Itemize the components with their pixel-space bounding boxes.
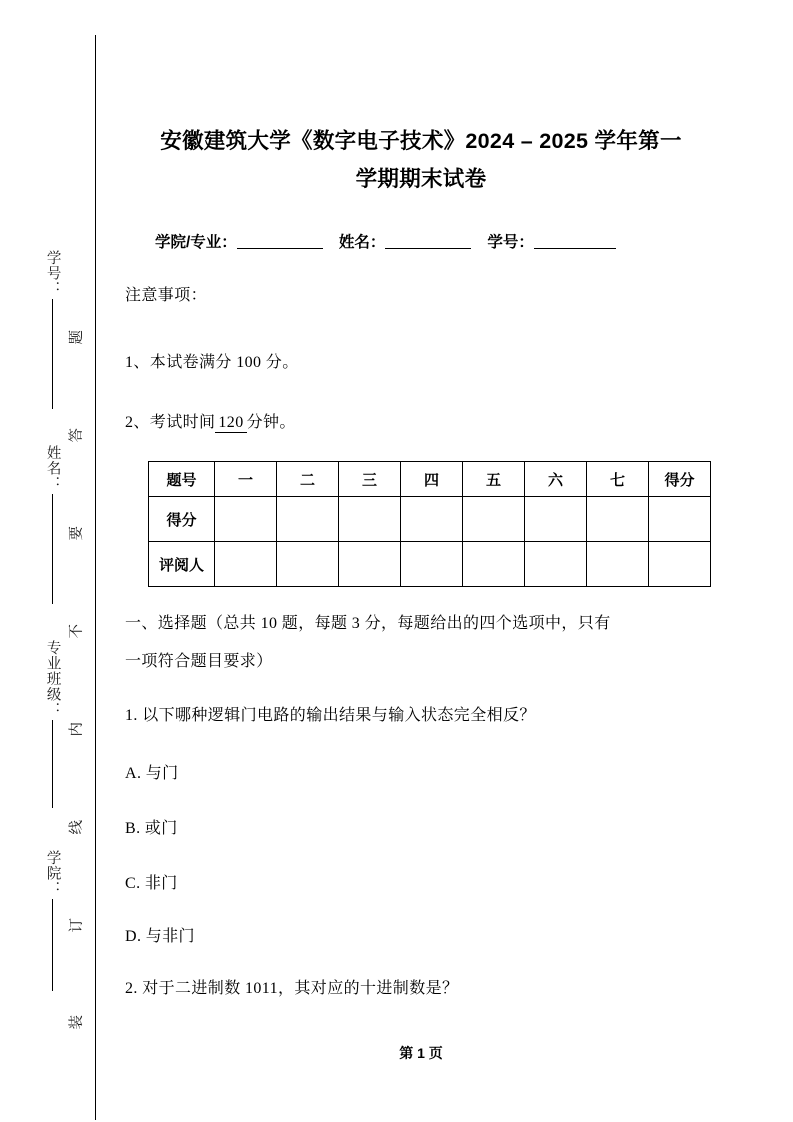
student-info-line [155,230,715,252]
score-table-header-cell: 题号 [149,462,215,497]
score-row-label: 评阅人 [149,542,215,587]
table-row [149,462,711,497]
name-field-blank[interactable] [385,234,471,249]
score-table-header-cell: 二 [277,462,339,497]
department-field-blank[interactable] [237,234,323,249]
question-1-option-a[interactable]: A. 与门 [125,765,179,782]
student-id-field-label: 学号： [487,234,534,251]
score-cell[interactable] [649,497,711,542]
reviewer-cell[interactable] [401,542,463,587]
margin-field-label: 专业班级： [44,640,61,718]
margin-field-label: 姓名： [44,445,61,492]
margin-field-class [28,640,76,808]
reviewer-cell[interactable] [277,542,339,587]
reviewer-cell[interactable] [649,542,711,587]
seal-char: 订 [68,917,85,933]
margin-field-label: 学院： [44,850,61,897]
student-id-field-blank[interactable] [534,234,616,249]
margin-field-name [28,445,76,604]
note-item-1: 1、本试卷满分 100 分。 [125,354,299,371]
seal-char: 不 [68,623,85,639]
exam-title-line-2: 学期期末试卷 [355,167,487,191]
reviewer-cell[interactable] [215,542,277,587]
seal-char: 答 [68,427,85,443]
score-table-header-cell: 五 [463,462,525,497]
score-cell[interactable] [215,497,277,542]
seal-char: 线 [68,819,85,835]
score-table-header-cell: 得分 [649,462,711,497]
question-1-option-b[interactable]: B. 或门 [125,820,178,837]
exam-duration-value[interactable]: 120 [215,414,246,433]
note-item-2-prefix: 2、考试时间 [125,414,216,431]
seal-char: 装 [68,1015,85,1030]
score-table-header-cell: 四 [401,462,463,497]
binding-margin [0,0,96,1122]
score-cell[interactable] [339,497,401,542]
seal-char: 题 [68,330,85,345]
question-1-option-d[interactable]: D. 与非门 [125,928,195,945]
page-footer: 第 1 页 [399,1045,443,1061]
margin-field-blank[interactable] [52,899,53,991]
reviewer-cell[interactable] [463,542,525,587]
margin-field-blank[interactable] [52,494,53,604]
question-1-stem: 1. 以下哪种逻辑门电路的输出结果与输入状态完全相反？ [125,707,536,724]
margin-field-label: 学号： [44,250,61,297]
table-row [149,542,711,587]
question-1-option-c[interactable]: C. 非门 [125,875,178,892]
notes-heading: 注意事项： [125,287,208,304]
section-1-heading-line-1: 一、选择题（总共 10 题，每题 3 分，每题给出的四个选项中，只有 [125,615,611,632]
reviewer-cell[interactable] [525,542,587,587]
score-cell[interactable] [463,497,525,542]
score-table [148,461,711,587]
score-table-header-cell: 六 [525,462,587,497]
section-1-heading-line-2: 一项符合题目要求） [125,653,273,670]
note-item-2-suffix: 分钟。 [246,414,296,431]
margin-field-student-id [28,250,76,409]
margin-field-blank[interactable] [52,720,53,808]
score-table-header-cell: 一 [215,462,277,497]
page-body [125,0,725,1122]
seal-char: 内 [68,721,85,737]
seal-char: 要 [68,525,85,541]
note-item-2 [125,415,296,431]
score-table-header-cell: 三 [339,462,401,497]
margin-field-column [28,250,76,950]
score-cell[interactable] [277,497,339,542]
margin-field-department [28,850,76,991]
question-2-stem: 2. 对于二进制数 1011，其对应的十进制数是？ [125,980,459,997]
reviewer-cell[interactable] [339,542,401,587]
score-row-label: 得分 [149,497,215,542]
table-row [149,497,711,542]
page-title [125,122,717,198]
reviewer-cell[interactable] [587,542,649,587]
margin-field-blank[interactable] [52,299,53,409]
section-1-heading [125,605,703,681]
binding-vertical-rule [95,35,96,1120]
score-table-header-cell: 七 [587,462,649,497]
name-field-label: 姓名： [338,234,386,251]
score-cell[interactable] [525,497,587,542]
department-field-label: 学院/专业： [155,234,237,251]
score-cell[interactable] [587,497,649,542]
score-cell[interactable] [401,497,463,542]
exam-title-line-1: 安徽建筑大学《数字电子技术》2024 – 2025 学年第一 [160,129,682,153]
